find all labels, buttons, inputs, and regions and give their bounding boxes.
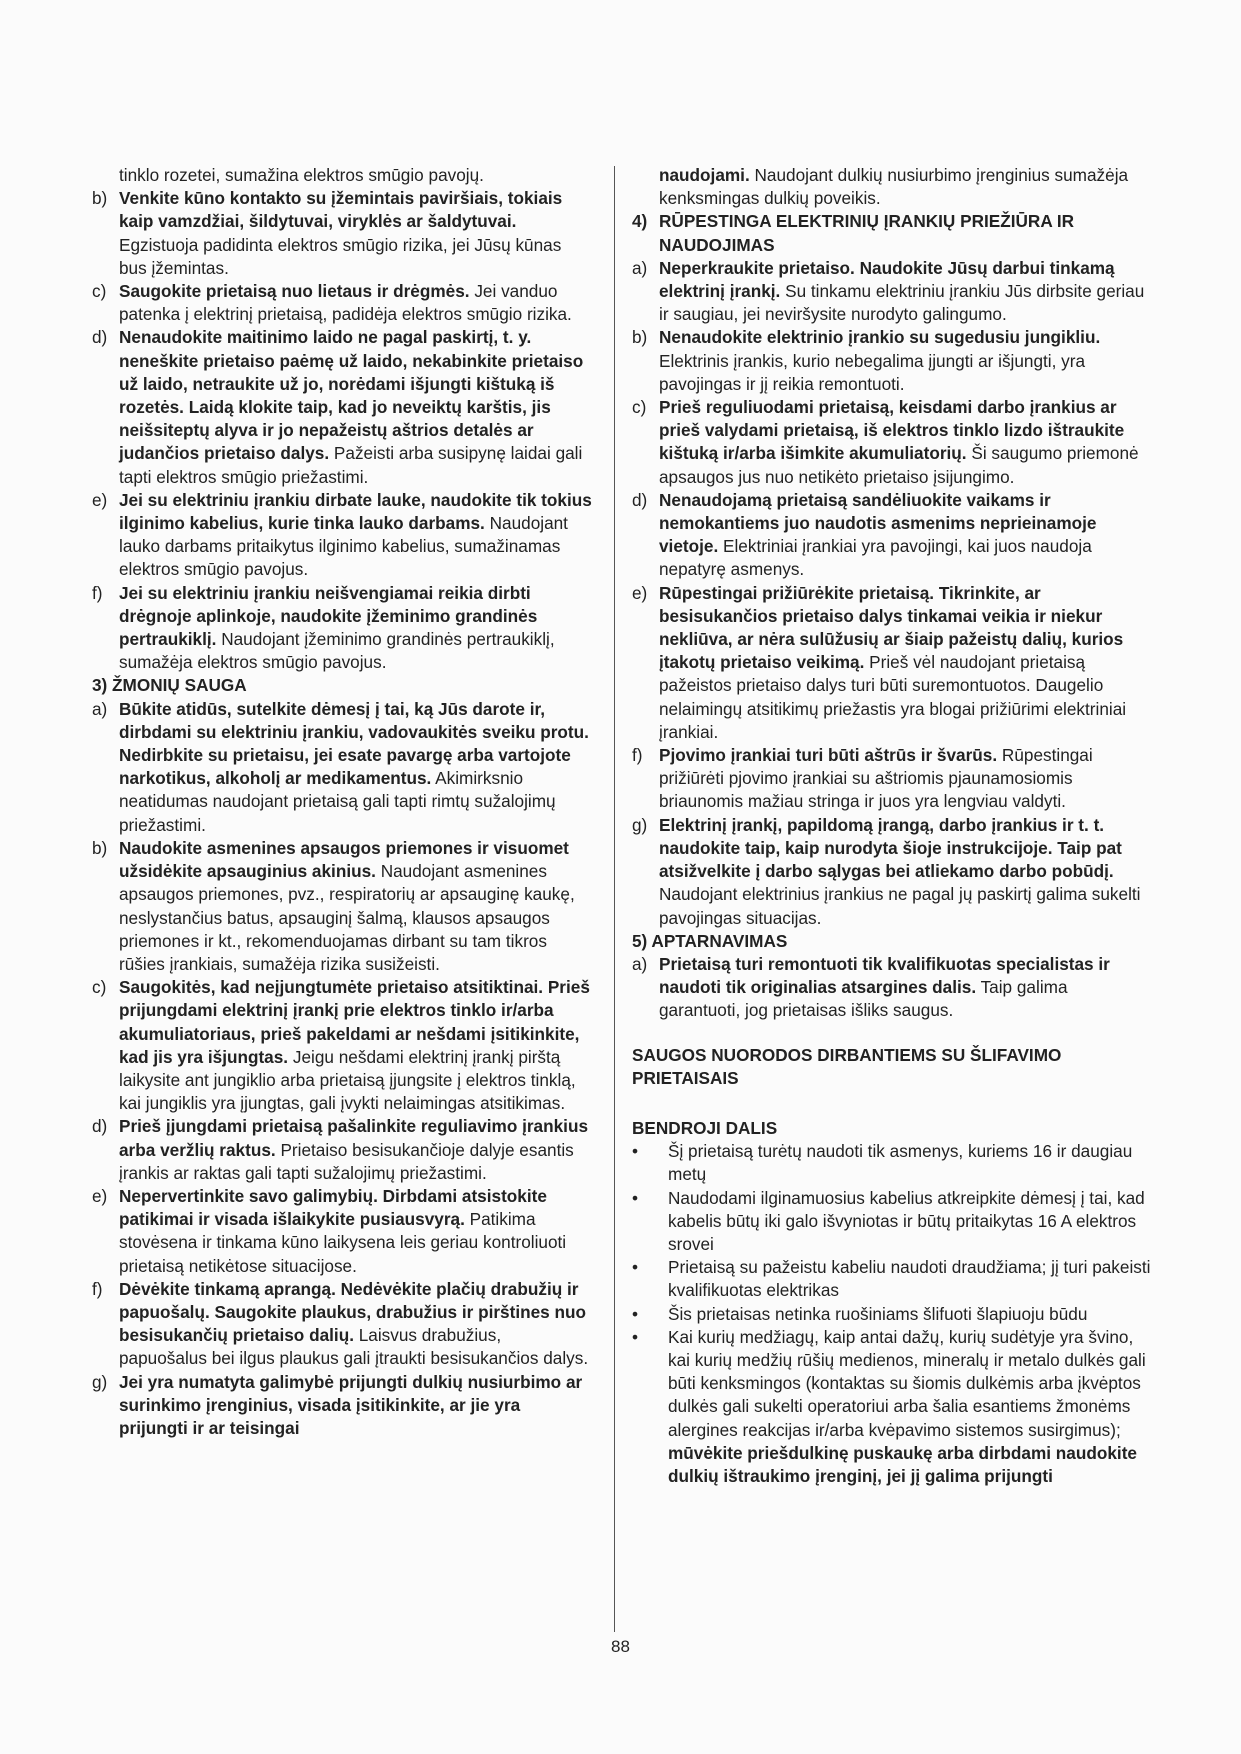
item-bold-text: Nepervertinkite savo galimybių. Dirbdami atsistokite patikimai ir visada išlaikykite pusiausvyrą.: [119, 1185, 547, 1230]
item-plain-text: Pažeisti arba susipynę laidai gali tapti elektros smūgio priežastimi.: [119, 443, 583, 487]
list-item: [92, 280, 592, 326]
section-5-items: [632, 953, 1152, 1023]
item-plain-text: Naudojant lauko darbams pritaikytus ilginimo kabelius, sumažinamas elektros smūgio pavojus.: [119, 513, 568, 580]
item-bold-text: Naudokite asmenines apsaugos priemones ir visuomet užsidėkite apsauginius akinius.: [119, 837, 569, 882]
list-item: [92, 326, 592, 488]
item-marker: c): [632, 397, 647, 418]
item-text: [119, 976, 592, 1115]
item-plain-text: Elektrinis įrankis, kurio nebegalima įjungti ar išjungti, yra pavojingas ir jį reikia remontuoti.: [659, 350, 1086, 394]
item-text: [668, 1187, 1152, 1257]
item-text: [119, 837, 592, 976]
item-marker: c): [92, 281, 107, 302]
item-plain-text: Rūpestingai prižiūrėti pjovimo įrankiai su aštriomis pjaunamosiomis briaunomis mažiau stringa ir juos yra lengviau valdyti.: [659, 745, 1093, 812]
item-bold-text: Nenaudokite elektrinio įrankio su sugedusiu jungikliu.: [659, 327, 1101, 348]
item-plain-text: Prietaiso besisukančioje dalyje esantis įrankis ar raktas gali tapti sužalojimų priežastimi.: [119, 1139, 574, 1183]
section-5-title: 5) APTARNAVIMAS: [632, 930, 788, 951]
bullet-item: [632, 1140, 1152, 1186]
item-marker: f): [632, 745, 643, 766]
item-bold-text: Venkite kūno kontakto su įžemintais paviršiais, tokiais kaip vamzdžiai, šildytuvai, viryklės ar šaldytuvai.: [119, 188, 563, 232]
item-text: [659, 326, 1152, 396]
item-marker: b): [92, 188, 108, 209]
list-item: [92, 489, 592, 582]
item-bold-text: Jei yra numatyta galimybė prijungti dulkių nusiurbimo ar surinkimo įrenginius, visada įsitikinkite, ar jie yra prijungti ir ar teisingai: [119, 1371, 583, 1438]
list-item: [632, 744, 1152, 814]
item-bold-text: Pjovimo įrankiai turi būti aštrūs ir švarūs.: [659, 745, 998, 766]
bullet-item: [632, 1326, 1152, 1488]
item-marker: b): [632, 327, 648, 348]
item-marker: •: [632, 1187, 639, 1208]
item-bold-text: Nenaudojamą prietaisą sandėliuokite vaikams ir nemokantiems juo naudotis asmenims neprieinamoje vietoje.: [659, 489, 1097, 557]
item-bold-text: Prietaisą turi remontuoti tik kvalifikuotas specialistas ir naudoti tik originalias atsargines dalis.: [659, 953, 1110, 998]
continued-text: naudojami. Naudojant dulkių nusiurbimo įrenginius sumažėja kenksmingas dulkių poveikis.: [659, 165, 1129, 209]
item-plain-text: Patikima stovėsena ir tinkama kūno laikysena leis geriau kontroliuoti prietaisą netikėtose situacijose.: [119, 1209, 567, 1276]
list-item: [92, 698, 592, 837]
item-marker: f): [92, 1278, 103, 1299]
item-plain-text: Egzistuoja padidinta elektros smūgio rizika, jei Jūsų kūnas bus įžemintas.: [119, 234, 562, 278]
list-item: [92, 582, 592, 675]
item-plain-text: Ši saugumo priemonė apsaugos jus nuo netikėto prietaiso įsijungimo.: [659, 443, 1139, 487]
list-item: [632, 257, 1152, 327]
item-marker: f): [92, 582, 103, 603]
item-bold-text: Būkite atidūs, sutelkite dėmesį į tai, ką Jūs darote ir, dirbdami su elektriniu įrankiu, vadovaukitės sveiku protu. Nedirbkite su prietaisu, jei esate pavargę arba vartojote narkotikus, alkoholį ar medikamentus.: [119, 698, 589, 789]
item-marker: d): [632, 489, 648, 510]
item-marker: e): [632, 582, 648, 603]
item-plain-text: Taip galima garantuoti, jog prietaisas išliks saugus.: [659, 977, 1068, 1021]
item-marker: g): [632, 814, 648, 835]
item-bold-text: Rūpestingai prižiūrėkite prietaisą. Tikrinkite, ar besisukančios prietaiso dalys tinkamai veikia ir niekur nekliūva, ar nėra sulūžusių ar šiaip pažeistų dalių, kurios įtakotų prietaiso veikimą.: [659, 582, 1124, 673]
item-plain-text: Laisvus drabužius, papuošalus bei ilgus plaukus gali įtraukti besisukančios dalys.: [119, 1325, 589, 1369]
item-text: [119, 326, 592, 488]
list-item: [632, 582, 1152, 744]
list-item: [92, 187, 592, 280]
item-marker: g): [92, 1371, 108, 1392]
item-marker: •: [632, 1326, 639, 1347]
item-plain-text: Elektriniai įrankiai yra pavojingi, kai juos naudoja nepatyrę asmenys.: [659, 536, 1092, 580]
general-heading: BENDROJI DALIS: [632, 1117, 778, 1138]
column-divider: [614, 166, 615, 1632]
item-text: [668, 1303, 1152, 1326]
safety-heading: SAUGOS NUORODOS DIRBANTIEMS SU ŠLIFAVIMO PRIETAISAIS: [632, 1044, 1062, 1088]
item-text: [119, 1371, 592, 1441]
item-text: [659, 396, 1152, 489]
item-plain-text: Naudojant asmenines apsaugos priemones, pvz., respiratorių ar apsauginę kaukę, neslystančius batus, apsauginį šalmą, klausos apsaugos priemones ir kt., rekomenduojamas dirbant su tam tikros rūšies įrankiais, sumažėja rizika susižeisti.: [119, 861, 575, 974]
list-item: [92, 837, 592, 976]
item-marker: e): [92, 1185, 108, 1206]
item-bold-text: Jei su elektriniu įrankiu dirbate lauke, naudokite tik tokius ilginimo kabelius, kurie tinka lauko darbams.: [119, 489, 592, 534]
page-number: 88: [611, 1637, 630, 1656]
left-column: [92, 164, 592, 1440]
item-text: [659, 953, 1152, 1023]
item-text: [659, 814, 1152, 930]
section-4-items: [632, 257, 1152, 930]
item-plain-text: Jeigu nešdami elektrinį įrankį pirštą laikysite ant jungiklio arba prietaisą įjungsite į elektros tinklą, kai jungiklis yra įjungtas, gali įvykti nelaimingas atsitikimas.: [119, 1046, 576, 1114]
item-plain-text: Naudodami ilginamuosius kabelius atkreipkite dėmesį į tai, kad kabelis būtų iki galo išvyniotas ir būtų pritaikytas 16 A elektros srovei: [668, 1187, 1145, 1254]
item-plain-text: Šį prietaisą turėtų naudoti tik asmenys, kuriems 16 ir daugiau metų: [668, 1141, 1133, 1185]
list-item: [632, 814, 1152, 930]
item-marker: b): [92, 837, 108, 858]
bullet-item: [632, 1256, 1152, 1302]
item-plain-text: Naudojant įžeminimo grandinės pertraukiklį, sumažėja elektros smūgio pavojus.: [119, 629, 555, 673]
item-text: [668, 1140, 1152, 1186]
item-marker: •: [632, 1257, 639, 1278]
list-item: [92, 976, 592, 1115]
bullet-item: [632, 1303, 1152, 1326]
item-bold-text: Saugokitės, kad neįjungtumėte prietaiso atsitiktinai. Prieš prijungdami elektrinį įrankį prie elektros tinklo ir/arba akumuliatoriaus, prieš pakeldami ar nešdami įsitikinkite, kad jis yra išjungtas.: [119, 977, 590, 1067]
item-marker: •: [632, 1303, 639, 1324]
item-bold-text: Prieš reguliuodami prietaisą, keisdami darbo įrankius ar prieš valydami prietaisą, iš elektros tinklo lizdo ištraukite kištuką ir/arba išimkite akumuliatorių.: [659, 397, 1125, 464]
item-bold-text: Elektrinį įrankį, papildomą įrangą, darbo įrankius ir t. t. naudokite taip, kaip nurodyta šioje instrukcijoje. Taip pat atsižvelkite į darbo sąlygas bei atliekamo darbo pobūdį.: [659, 814, 1122, 882]
item-bold-text: Jei su elektriniu įrankiu neišvengiamai reikia dirbti drėgnoje aplinkoje, naudokite įžeminimo grandinės pertraukiklį.: [119, 582, 538, 650]
item-bold-text: Prieš įjungdami prietaisą pašalinkite reguliavimo įrankius arba veržlių raktus.: [119, 1116, 589, 1160]
item-marker: a): [92, 698, 108, 719]
item-plain-text: Šis prietaisas netinka ruošiniams šlifuoti šlapiuoju būdu: [668, 1303, 1088, 1324]
item-marker: a): [632, 953, 648, 974]
section-3-title: 3) ŽMONIŲ SAUGA: [92, 675, 247, 696]
item-marker: e): [92, 489, 108, 510]
item-text: [659, 744, 1152, 814]
item-bold-text: mūvėkite priešdulkinę puskaukę arba dirbdami naudokite dulkių ištraukimo įrenginį, jei jį galima prijungti: [668, 1442, 1137, 1486]
item-marker: •: [632, 1141, 639, 1162]
item-text: [119, 582, 592, 675]
item-text: [119, 1115, 592, 1185]
list-item: [632, 396, 1152, 489]
item-plain-text: Su tinkamu elektriniu įrankiu Jūs dirbsite geriau ir saugiau, jei neviršysite nurodyto galingumo.: [659, 281, 1145, 325]
item-text: [119, 1185, 592, 1278]
item-bold-text: Saugokite prietaisą nuo lietaus ir drėgmės.: [119, 281, 470, 302]
item-marker: d): [92, 327, 108, 348]
item-text: [668, 1256, 1152, 1302]
item-marker: a): [632, 257, 648, 278]
item-text: [119, 187, 592, 280]
item-plain-text: Naudojant elektrinius įrankius ne pagal jų paskirtį galima sukelti pavojingas situacijas.: [659, 884, 1141, 928]
section-4-title: 4) RŪPESTINGA ELEKTRINIŲ ĮRANKIŲ PRIEŽIŪRA IR NAUDOJIMAS: [632, 211, 1075, 255]
item-marker: d): [92, 1116, 108, 1137]
item-plain-text: Kai kurių medžiagų, kaip antai dažų, kurių sudėtyje yra švino, kai kurių medžių rūšių medienos, mineralų ir metalo dulkės gali būti kenksmingos (kontaktas su šiomis dulkėmis arba įkvėptos dulkės gali sukelti operatoriui arba šalia esantiems žmonėms alergines reakcijas ir/arba kvėpavimo sistemos susirgimus);: [668, 1326, 1146, 1440]
item-text: [119, 280, 592, 326]
item-bold-text: Neperkraukite prietaiso. Naudokite Jūsų darbui tinkamą elektrinį įrankį.: [659, 257, 1115, 302]
list-item: [92, 1185, 592, 1278]
left-items-list: [92, 187, 592, 674]
list-item: [632, 326, 1152, 396]
general-bullets: [632, 1140, 1152, 1488]
item-text: [119, 698, 592, 837]
list-item: [92, 1115, 592, 1185]
list-item: [632, 953, 1152, 1023]
item-text: [668, 1326, 1152, 1488]
item-text: [119, 1278, 592, 1371]
item-bold-text: Nenaudokite maitinimo laido ne pagal paskirtį, t. y. neneškite prietaiso paėmę už laido, nekabinkite prietaiso už laido, netraukite už jo, norėdami išjungti kištuką iš rozetės. Laidą klokite taip, kad jo neveiktų karštis, jis neišsiteptų alyva ir jo nepažeistų aštrios detalės ar judančios prietaiso dalys.: [119, 327, 584, 464]
list-item: [92, 1278, 592, 1371]
right-column: [632, 164, 1152, 1488]
item-bold-text: Dėvėkite tinkamą aprangą. Nedėvėkite plačių drabužių ir papuošalų. Saugokite plaukus, drabužius ir pirštines nuo besisukančių prietaiso dalių.: [119, 1278, 586, 1346]
item-text: [659, 257, 1152, 327]
item-plain-text: Jei vanduo patenka į elektrinį prietaisą, padidėja elektros smūgio rizika.: [119, 281, 572, 325]
item-text: [659, 582, 1152, 744]
item-plain-text: Prietaisą su pažeistu kabeliu naudoti draudžiama; jį turi pakeisti kvalifikuotas elektrikas: [668, 1257, 1151, 1301]
continued-text: tinklo rozetei, sumažina elektros smūgio pavojų.: [119, 165, 484, 185]
bullet-item: [632, 1187, 1152, 1257]
item-text: [119, 489, 592, 582]
item-text: [659, 489, 1152, 582]
item-marker: c): [92, 977, 107, 998]
item-plain-text: Akimirksnio neatidumas naudojant prietaisą gali tapti rimtų sužalojimų priežastimi.: [119, 768, 556, 835]
list-item: [92, 1371, 592, 1441]
section-3-items: [92, 698, 592, 1441]
item-plain-text: Prieš vėl naudojant prietaisą pažeistos prietaiso dalys turi būti suremontuotos. Daugelio nelaimingų atsitikimų priežastis yra blogai prižiūrimi elektriniai įrankiai.: [659, 652, 1127, 742]
list-item: [632, 489, 1152, 582]
